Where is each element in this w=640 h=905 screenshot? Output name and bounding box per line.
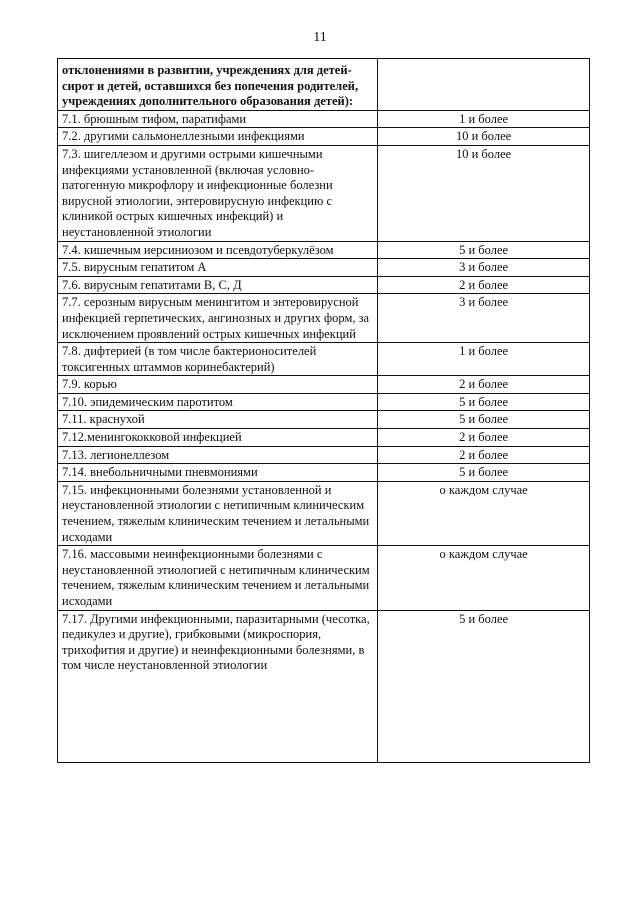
table-row xyxy=(58,481,590,545)
row-value: 2 и более xyxy=(378,276,590,294)
table-row xyxy=(58,145,590,241)
row-description: 7.7. серозным вирусным менингитом и энтеровирусной инфекцией герпетических, ангинозных и других форм, за исключением проявлений острых кишечных инфекций xyxy=(58,294,378,343)
row-description: 7.9. корью xyxy=(58,376,378,394)
table-row xyxy=(58,259,590,277)
row-description: 7.12.менингококковой инфекцией xyxy=(58,429,378,447)
row-description: 7.1. брюшным тифом, паратифами xyxy=(58,110,378,128)
table-row xyxy=(58,128,590,146)
row-description: 7.4. кишечным иерсиниозом и псевдотуберкулёзом xyxy=(58,241,378,259)
row-description: 7.2. другими сальмонеллезными инфекциями xyxy=(58,128,378,146)
row-value: 1 и более xyxy=(378,343,590,376)
row-value: о каждом случае xyxy=(378,546,590,610)
table-header-value xyxy=(378,59,590,111)
row-description: 7.15. инфекционными болезнями установленной и неустановленной этиологии с нетипичным клиническим течением, тяжелым клиническим течением и летальными исходами xyxy=(58,481,378,545)
table-row xyxy=(58,376,590,394)
row-value: 2 и более xyxy=(378,446,590,464)
table-row xyxy=(58,241,590,259)
row-value: 5 и более xyxy=(378,411,590,429)
table-row xyxy=(58,429,590,447)
row-value: 3 и более xyxy=(378,259,590,277)
row-value: 5 и более xyxy=(378,241,590,259)
disease-threshold-table xyxy=(57,58,590,763)
row-description: 7.11. краснухой xyxy=(58,411,378,429)
row-description: 7.13. легионеллезом xyxy=(58,446,378,464)
row-value: 5 и более xyxy=(378,610,590,762)
row-description: 7.14. внебольничными пневмониями xyxy=(58,464,378,482)
row-description: 7.5. вирусным гепатитом А xyxy=(58,259,378,277)
row-value: 3 и более xyxy=(378,294,590,343)
row-description: 7.17. Другими инфекционными, паразитарными (чесотка, педикулез и другие), грибковыми (микроспория, трихофития и другие) и неинфекционными болезнями, в том числе неустановленной этиологии xyxy=(58,610,378,762)
table-row xyxy=(58,110,590,128)
table-row xyxy=(58,393,590,411)
row-description: 7.8. дифтерией (в том числе бактерионосителей токсигенных штаммов коринебактерий) xyxy=(58,343,378,376)
row-value: 1 и более xyxy=(378,110,590,128)
row-value: 5 и более xyxy=(378,464,590,482)
row-description: 7.10. эпидемическим паротитом xyxy=(58,393,378,411)
table-row xyxy=(58,276,590,294)
table-row xyxy=(58,294,590,343)
page-number: 11 xyxy=(313,30,327,45)
row-description: 7.3. шигеллезом и другими острыми кишечными инфекциями установленной (включая условно-патогенную микрофлору и инфекционные болезни вирусной этиологии, энтеровирусную инфекцию с клиникой острых кишечных инфекций) и неустановленной этиологии xyxy=(58,145,378,241)
row-value: 2 и более xyxy=(378,376,590,394)
table-row xyxy=(58,464,590,482)
table-row xyxy=(58,446,590,464)
row-value: 10 и более xyxy=(378,145,590,241)
table-row xyxy=(58,59,590,111)
row-value: о каждом случае xyxy=(378,481,590,545)
table-row xyxy=(58,343,590,376)
row-value: 5 и более xyxy=(378,393,590,411)
table-header-text: отклонениями в развитии, учреждениях для детей-сирот и детей, оставшихся без попечения родителей, учреждениях дополнительного образования детей): xyxy=(58,59,378,111)
row-description: 7.6. вирусным гепатитами В, С, Д xyxy=(58,276,378,294)
table-row xyxy=(58,411,590,429)
row-value: 10 и более xyxy=(378,128,590,146)
table-row xyxy=(58,546,590,610)
table-row xyxy=(58,610,590,762)
row-description: 7.16. массовыми неинфекционными болезнями с неустановленной этиологией с нетипичным клиническим течением, тяжелым клиническим течением и летальными исходами xyxy=(58,546,378,610)
row-value: 2 и более xyxy=(378,429,590,447)
